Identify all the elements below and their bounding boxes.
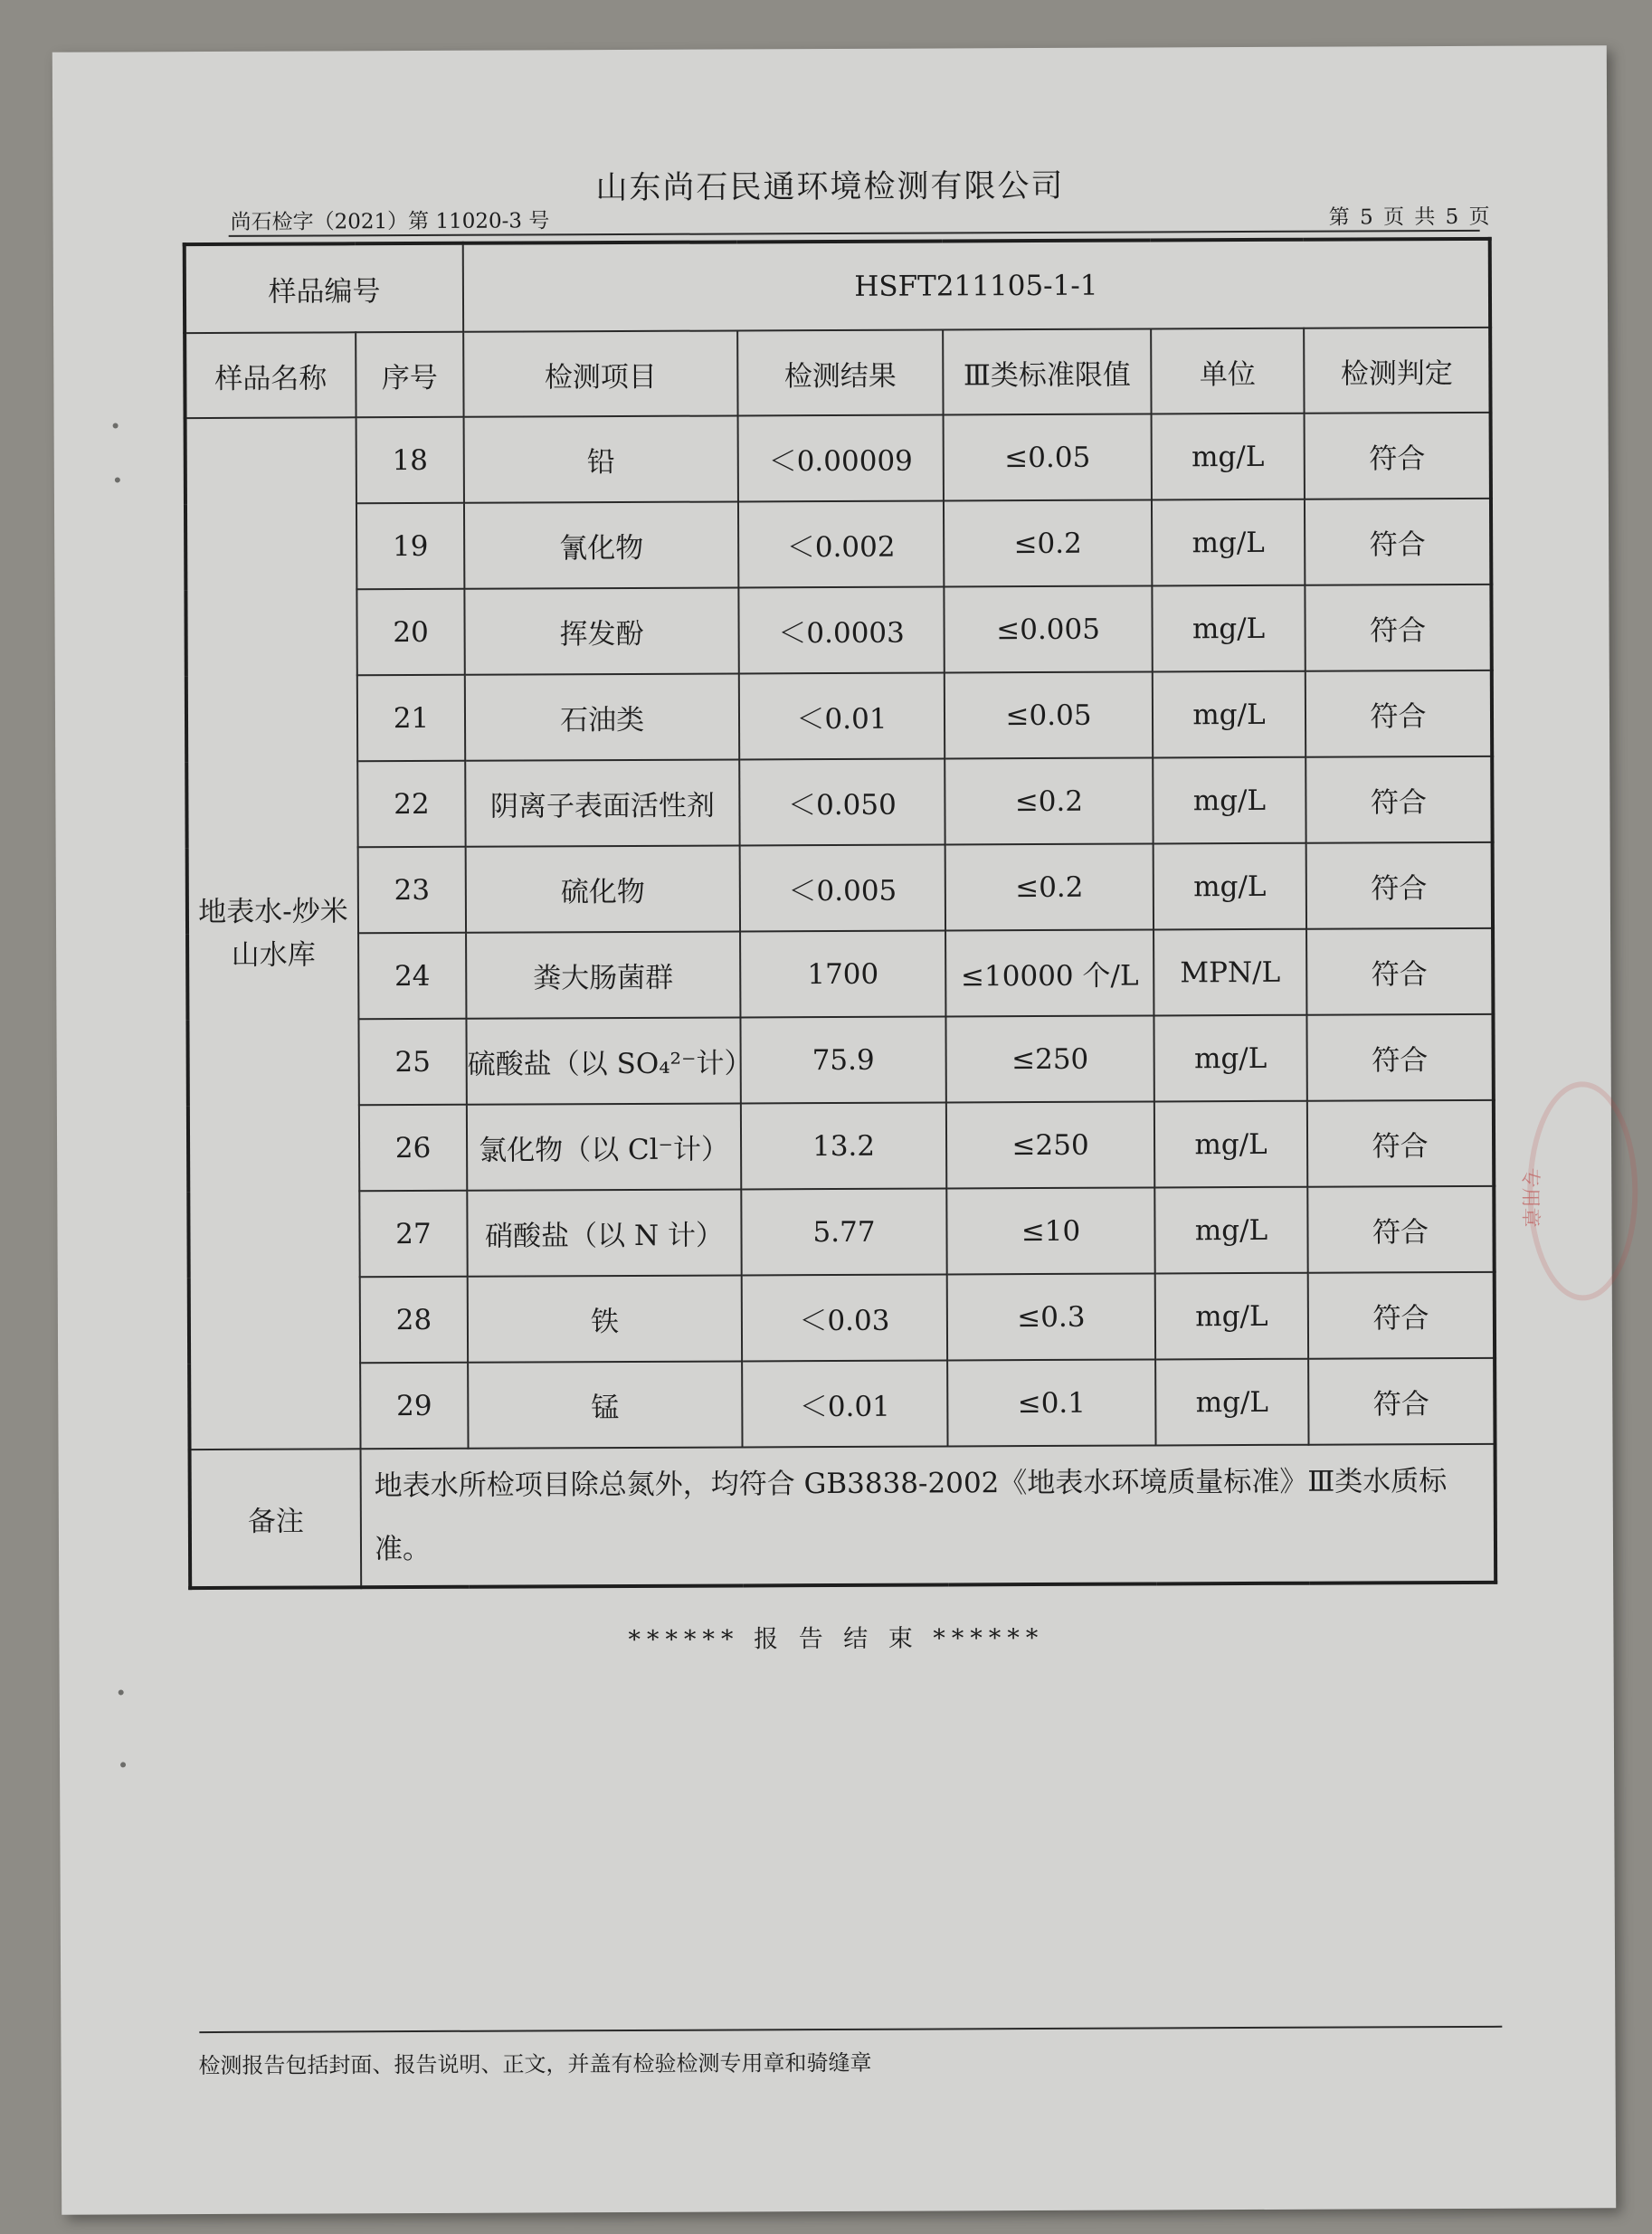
result-cell: ＜0.050 xyxy=(739,758,945,845)
seq-cell: 21 xyxy=(357,675,465,762)
verdict-cell: 符合 xyxy=(1306,1014,1493,1101)
item-cell: 粪大肠菌群 xyxy=(466,931,740,1018)
binding-hole xyxy=(120,1762,126,1767)
result-cell: ＜0.01 xyxy=(739,672,945,759)
sample-code-label: 样品编号 xyxy=(185,243,463,333)
seq-cell: 25 xyxy=(358,1019,466,1106)
verdict-cell: 符合 xyxy=(1305,756,1492,843)
unit-cell: mg/L xyxy=(1153,757,1305,844)
result-cell: 1700 xyxy=(740,930,945,1017)
col-header-result: 检测结果 xyxy=(737,329,943,415)
item-cell: 阴离子表面活性剂 xyxy=(465,759,739,846)
seq-cell: 18 xyxy=(356,417,464,504)
seq-cell: 23 xyxy=(358,847,466,934)
binding-hole xyxy=(115,477,120,482)
document-number: 尚石检字（2021）第 11020-3 号 xyxy=(230,209,550,234)
unit-cell: mg/L xyxy=(1152,585,1305,672)
limit-cell: ≤0.05 xyxy=(945,671,1153,758)
unit-cell: mg/L xyxy=(1152,499,1305,586)
company-name: 山东尚石民通环境检测有限公司 xyxy=(595,167,1065,207)
col-header-limit: Ⅲ类标准限值 xyxy=(943,328,1151,414)
result-cell: 5.77 xyxy=(741,1188,946,1275)
seq-cell: 19 xyxy=(356,503,464,590)
limit-cell: ≤0.2 xyxy=(944,499,1152,586)
unit-cell: mg/L xyxy=(1155,1273,1308,1360)
item-cell: 铁 xyxy=(468,1275,742,1362)
verdict-cell: 符合 xyxy=(1305,499,1491,585)
limit-cell: ≤0.2 xyxy=(945,843,1154,930)
limit-cell: ≤0.05 xyxy=(944,414,1152,500)
seq-cell: 26 xyxy=(359,1105,467,1192)
unit-cell: mg/L xyxy=(1153,671,1305,758)
item-cell: 硫化物 xyxy=(466,845,740,932)
col-header-seq: 序号 xyxy=(356,332,463,418)
item-cell: 挥发酚 xyxy=(464,587,738,674)
seq-cell: 27 xyxy=(359,1191,467,1278)
header-row xyxy=(185,328,1490,418)
verdict-cell: 符合 xyxy=(1305,670,1492,757)
item-cell: 氰化物 xyxy=(464,501,738,588)
limit-cell: ≤10000 个/L xyxy=(945,929,1154,1016)
result-cell: 75.9 xyxy=(740,1016,945,1103)
table-row xyxy=(189,1358,1495,1450)
verdict-cell: 符合 xyxy=(1307,1100,1494,1187)
col-header-sample-name: 样品名称 xyxy=(185,332,356,418)
remark-label: 备注 xyxy=(190,1449,362,1588)
result-cell: ＜0.0003 xyxy=(738,586,944,673)
verdict-cell: 符合 xyxy=(1306,928,1493,1015)
unit-cell: MPN/L xyxy=(1154,929,1306,1016)
table-row xyxy=(188,1186,1494,1278)
item-cell: 硝酸盐（以 N 计） xyxy=(467,1189,741,1276)
table-row xyxy=(185,585,1491,676)
item-cell: 氯化物（以 Cl⁻计） xyxy=(467,1103,741,1190)
verdict-cell: 符合 xyxy=(1305,413,1491,499)
page-indicator: 第 5 页 共 5 页 xyxy=(1328,204,1492,230)
limit-cell: ≤0.1 xyxy=(947,1359,1155,1446)
results-table xyxy=(183,237,1497,1590)
verdict-cell: 符合 xyxy=(1305,585,1491,671)
verdict-cell: 符合 xyxy=(1308,1272,1495,1359)
unit-cell: mg/L xyxy=(1154,843,1306,930)
verdict-cell: 符合 xyxy=(1306,842,1493,929)
verdict-cell: 符合 xyxy=(1307,1186,1494,1273)
binding-hole xyxy=(119,1689,124,1695)
result-cell: 13.2 xyxy=(741,1102,946,1189)
table-row xyxy=(185,499,1491,590)
remark-row xyxy=(190,1444,1496,1588)
item-cell: 硫酸盐（以 SO₄²⁻计） xyxy=(466,1017,740,1104)
col-header-unit: 单位 xyxy=(1151,328,1304,414)
footer-divider xyxy=(199,2026,1502,2033)
report-end-mark: ****** 报 告 结 束 ****** xyxy=(628,1623,1045,1654)
seq-cell: 24 xyxy=(358,933,466,1020)
limit-cell: ≤250 xyxy=(945,1015,1154,1102)
table-row xyxy=(188,1100,1494,1192)
sample-code-value: HSFT211105-1-1 xyxy=(463,239,1490,332)
col-header-item: 检测项目 xyxy=(463,330,737,416)
item-cell: 锰 xyxy=(468,1361,742,1448)
seq-cell: 20 xyxy=(356,589,464,676)
table-row xyxy=(187,842,1493,934)
unit-cell: mg/L xyxy=(1155,1359,1308,1446)
binding-hole xyxy=(113,423,119,428)
table-row xyxy=(186,670,1492,762)
seq-cell: 22 xyxy=(357,761,465,848)
table-row xyxy=(186,756,1492,848)
col-header-verdict: 检测判定 xyxy=(1304,328,1490,414)
table-row xyxy=(189,1272,1495,1364)
limit-cell: ≤0.005 xyxy=(944,585,1152,672)
seq-cell: 28 xyxy=(360,1277,468,1364)
result-cell: ＜0.002 xyxy=(738,500,944,587)
unit-cell: mg/L xyxy=(1154,1187,1307,1274)
result-cell: ＜0.03 xyxy=(742,1274,947,1361)
seq-cell: 29 xyxy=(360,1363,468,1450)
remark-text: 地表水所检项目除总氮外，均符合 GB3838-2002《地表水环境质量标准》Ⅲ类水质标准。 xyxy=(361,1444,1496,1587)
table-row xyxy=(185,413,1491,504)
footer-note: 检测报告包括封面、报告说明、正文，并盖有检验检测专用章和骑缝章 xyxy=(198,2049,872,2079)
limit-cell: ≤0.2 xyxy=(945,757,1153,844)
sample-code-row xyxy=(185,239,1490,333)
limit-cell: ≤250 xyxy=(946,1101,1154,1188)
limit-cell: ≤0.3 xyxy=(947,1273,1155,1360)
limit-cell: ≤10 xyxy=(946,1187,1154,1274)
sample-name-cell: 地表水-炒米山水库 xyxy=(185,417,361,1450)
result-cell: ＜0.005 xyxy=(740,844,945,931)
result-cell: ＜0.00009 xyxy=(738,414,944,501)
item-cell: 石油类 xyxy=(465,673,739,760)
item-cell: 铅 xyxy=(464,415,738,502)
table-row xyxy=(187,1014,1493,1106)
unit-cell: mg/L xyxy=(1152,414,1305,500)
verdict-cell: 符合 xyxy=(1308,1358,1495,1445)
table-row xyxy=(187,928,1493,1020)
report-sheet xyxy=(52,45,1616,2214)
seal-stamp-text: 专用章 xyxy=(1518,1167,1542,1228)
result-cell: ＜0.01 xyxy=(742,1360,947,1447)
unit-cell: mg/L xyxy=(1154,1015,1306,1102)
unit-cell: mg/L xyxy=(1154,1101,1307,1188)
